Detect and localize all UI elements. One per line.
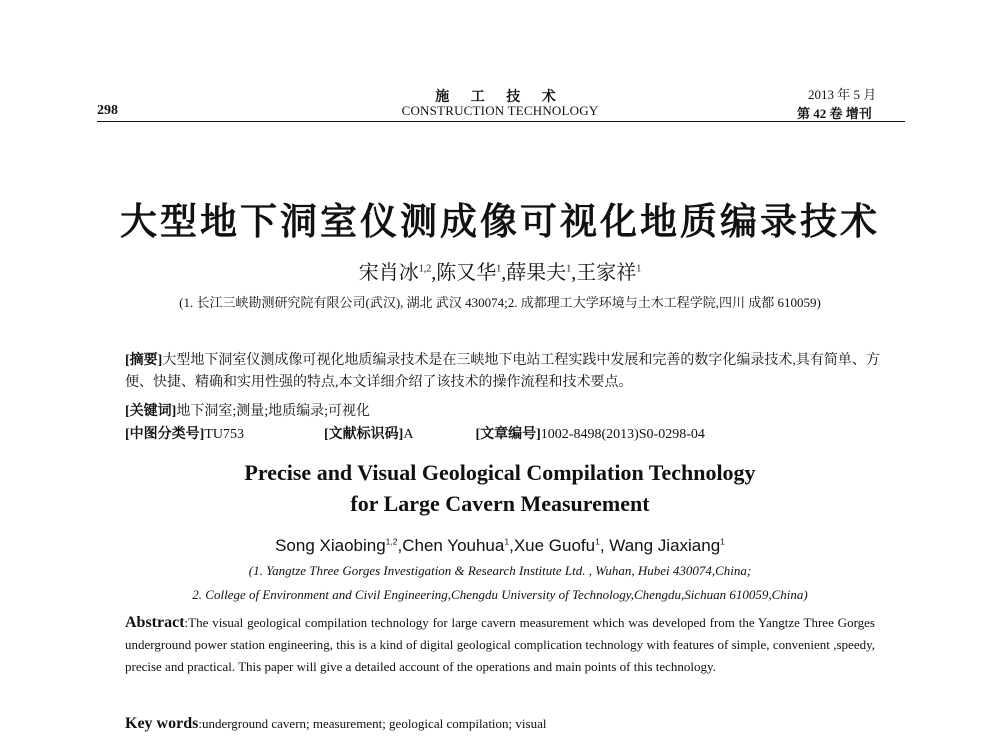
author-affiliation-mark: 1 [566, 263, 572, 275]
author-separator: , [509, 536, 514, 555]
author-name: Wang Jiaxiang [609, 536, 721, 555]
article-number-label: [文章编号] [475, 427, 541, 442]
author-separator: , [599, 536, 605, 555]
affiliation-en-line2: 2. College of Environment and Civil Engineering,Chengdu University of Technology,Chengdu,Sichuan 610059,China) [192, 587, 808, 602]
keywords-en [125, 715, 546, 733]
author-affiliation-mark: 1 [636, 263, 642, 275]
author-name: 宋肖冰 [358, 262, 419, 284]
abstract-label-cn: [摘要] [125, 353, 163, 368]
author-name: Xue Guofu [513, 536, 596, 555]
paper-title-en-line1: Precise and Visual Geological Compilation Technology [244, 460, 756, 485]
header-divider [97, 121, 905, 122]
keywords-text-en: :underground cavern; measurement; geological compilation; visual [198, 716, 547, 731]
paper-title-cn: 大型地下洞室仪测成像可视化地质编录技术 [120, 202, 880, 243]
author-affiliation-mark: 1,2 [418, 263, 432, 275]
abstract-cn [125, 350, 885, 394]
doc-code-label: [文献标识码] [324, 427, 404, 442]
journal-name-cn: 施 工 技 术 [435, 90, 565, 105]
journal-name-en: CONSTRUCTION TECHNOLOGY [401, 103, 599, 118]
abstract-text-en: :The visual geological compilation technology for large cavern measurement which was developed from the Yangtze Three Gorges underground power station engineering, this is a kind of digital geological complication technology with features of simple, convenient ,speedy, precise and practical. This paper will give a detailed account of the operations and main points of this technology. [125, 615, 875, 674]
author-name: 薛果夫 [506, 262, 567, 284]
affiliation-cn: (1. 长江三峡勘测研究院有限公司(武汉), 湖北 武汉 430074;2. 成都理工大学环境与土木工程学院,四川 成都 610059) [179, 295, 821, 310]
clc-label: [中图分类号] [125, 427, 205, 442]
clc-value: TU753 [204, 427, 244, 442]
abstract-text-cn: 大型地下洞室仪测成像可视化地质编录技术是在三峡地下电站工程实践中发展和完善的数字化编录技术,具有简单、方便、快捷、精确和实用性强的特点,本文详细介绍了该技术的操作流程和技术要点。 [125, 353, 880, 390]
page-number: 298 [97, 103, 118, 118]
affiliation-en-line1: (1. Yangtze Three Gorges Investigation & Research Institute Ltd. , Wuhan, Hubei 430074,China; [248, 563, 752, 578]
paper-title-en-line2: for Large Cavern Measurement [350, 491, 650, 516]
abstract-en [125, 612, 875, 678]
author-separator: , [397, 536, 403, 555]
author-name: 陈又华 [436, 262, 497, 284]
keywords-label-en: Key words [125, 715, 199, 732]
author-name: 王家祥 [576, 262, 637, 284]
author-list-en [0, 536, 1000, 556]
keywords-cn [125, 400, 370, 420]
author-separator: , [501, 262, 507, 284]
volume-info: 第 42 卷 增刊 [797, 106, 872, 121]
article-number-value: 1002-8498(2013)S0-0298-04 [540, 427, 705, 442]
author-affiliation-mark: 1 [496, 263, 502, 275]
classification-row [125, 423, 705, 443]
author-affiliation-mark: 1 [720, 536, 725, 547]
author-affiliation-mark: 1,2 [385, 536, 398, 547]
author-separator: , [571, 262, 577, 284]
doc-code-value: A [403, 427, 414, 442]
author-name: Song Xiaobing [275, 536, 386, 555]
issue-date: 2013 年 5 月 [808, 87, 877, 102]
author-name: Chen Youhua [402, 536, 505, 555]
author-separator: , [431, 262, 437, 284]
author-affiliation-mark: 1 [595, 536, 600, 547]
keywords-text-cn: 地下洞室;测量;地质编录;可视化 [176, 404, 370, 419]
abstract-label-en: Abstract [125, 614, 185, 631]
author-affiliation-mark: 1 [504, 536, 510, 547]
keywords-label-cn: [关键词] [125, 404, 177, 419]
author-list-cn [0, 256, 1000, 285]
